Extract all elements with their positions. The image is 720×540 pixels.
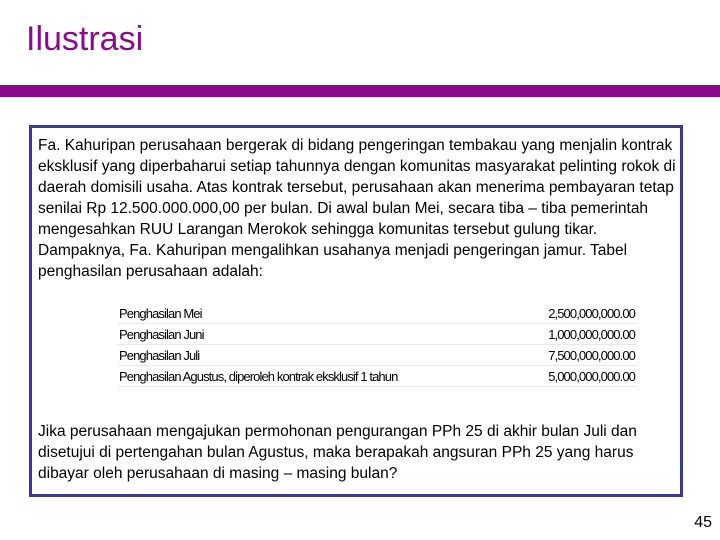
income-amount: 5,000,000,000.00 [510, 366, 637, 387]
income-amount: 1,000,000,000.00 [510, 324, 637, 345]
page-number: 45 [694, 514, 712, 531]
income-label: Penghasilan Juli [117, 345, 510, 366]
table-row [117, 345, 637, 366]
table-row [117, 324, 637, 345]
income-amount: 2,500,000,000.00 [510, 303, 637, 324]
title-divider [0, 85, 720, 97]
income-amount: 7,500,000,000.00 [510, 345, 637, 366]
slide-title: Ilustrasi [26, 20, 144, 58]
table-row [117, 366, 637, 387]
income-label: Penghasilan Agustus, diperoleh kontrak eksklusif 1 tahun [117, 366, 510, 387]
case-description: Fa. Kahuripan perusahaan bergerak di bidang pengeringan tembakau yang menjalin kontrak eksklusif yang diperbaharui setiap tahunnya dengan komunitas masyarakat pelinting rokok di daerah domisili usaha. Atas kontrak tersebut, perusahaan akan menerima pembayaran tetap senilai Rp 12.500.000.000,00 per bulan. Di awal bulan Mei, secara tiba – tiba pemerintah mengesahkan RUU Larangan Merokok sehingga komunitas tersebut gulung tikar. Dampaknya, Fa. Kahuripan mengalihkan usahanya menjadi pengeringan jamur. Tabel penghasilan perusahaan adalah: [38, 137, 676, 280]
income-label: Penghasilan Mei [117, 303, 510, 324]
income-table [117, 303, 637, 387]
question-text: Jika perusahaan mengajukan permohonan pengurangan PPh 25 di akhir bulan Juli dan disetujui di pertengahan bulan Agustus, maka berapakah angsuran PPh 25 yang harus dibayar oleh perusahaan di masing – masing bulan? [38, 423, 637, 482]
table-row [117, 303, 637, 324]
content-box [29, 125, 683, 497]
income-label: Penghasilan Juni [117, 324, 510, 345]
